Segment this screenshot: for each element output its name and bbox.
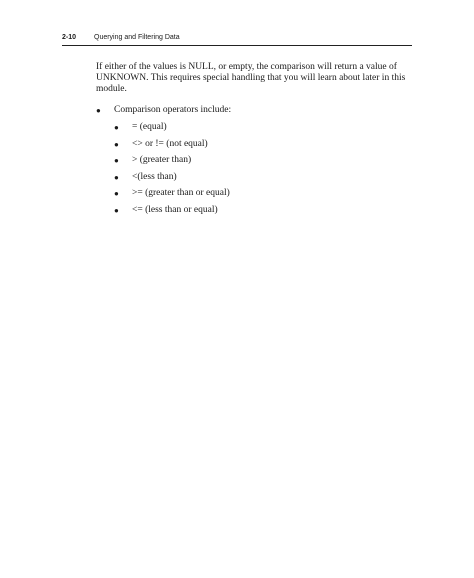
bullet-icon: ● xyxy=(114,139,119,149)
page-number: 2-10 xyxy=(62,34,77,41)
operator-label: > (greater than) xyxy=(132,155,192,165)
operator-list xyxy=(96,122,416,221)
bullet-icon: ● xyxy=(114,156,119,165)
operator-label: >= (greater than or equal) xyxy=(132,188,230,198)
main-bullet-list xyxy=(96,105,416,221)
operator-label: = (equal) xyxy=(132,122,167,132)
list-item xyxy=(96,105,416,221)
bullet-icon: ● xyxy=(96,106,101,115)
list-item xyxy=(96,122,416,139)
list-item xyxy=(96,155,416,172)
intro-paragraph: If either of the values is NULL, or empty, the comparison will return a value of UNKNOWN. This requires special handling that you will learn about later in this module. xyxy=(96,62,406,94)
list-item xyxy=(96,172,416,189)
list-item xyxy=(96,139,416,156)
page-header xyxy=(62,33,412,46)
bullet-icon: ● xyxy=(114,123,119,132)
operator-label: <(less than) xyxy=(132,171,177,182)
bullet-icon: ● xyxy=(114,172,119,182)
page-body xyxy=(96,62,416,221)
operator-label: <= (less than or equal) xyxy=(132,204,218,215)
list-intro-text: Comparison operators include: xyxy=(114,105,232,115)
list-item xyxy=(96,205,416,222)
bullet-icon: ● xyxy=(114,205,119,215)
list-item xyxy=(96,188,416,205)
bullet-icon: ● xyxy=(114,189,119,198)
chapter-title: Querying and Filtering Data xyxy=(94,34,180,41)
operator-label: <> or != (not equal) xyxy=(132,138,208,149)
